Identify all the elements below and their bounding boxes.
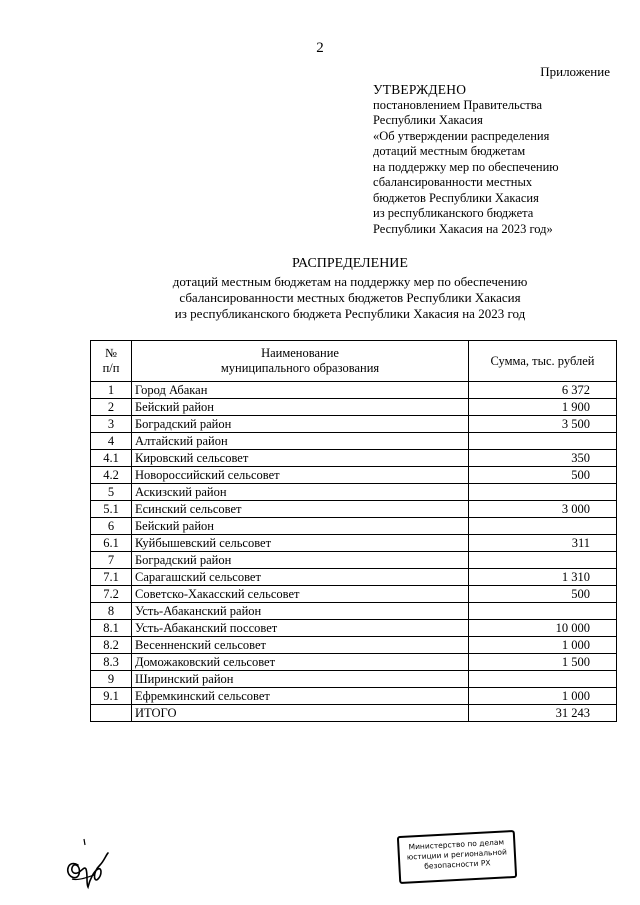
- header-sum: Сумма, тыс. рублей: [469, 341, 617, 382]
- row-name: Аскизский район: [132, 484, 469, 501]
- row-name: Бейский район: [132, 399, 469, 416]
- approval-line: на поддержку мер по обеспечению: [373, 159, 559, 174]
- row-sum: 311: [469, 535, 617, 552]
- row-name: Алтайский район: [132, 433, 469, 450]
- row-sum: 3 500: [469, 416, 617, 433]
- table-row: [91, 654, 617, 671]
- document-title-block: [0, 256, 640, 322]
- row-sum: [469, 552, 617, 569]
- approval-line: сбалансированности местных: [373, 175, 533, 189]
- row-name: Новороссийский сельсовет: [132, 467, 469, 484]
- stamp-line: юстиции и региональной: [406, 847, 508, 862]
- row-name: Куйбышевский сельсовет: [132, 535, 469, 552]
- total-value: 31 243: [469, 705, 617, 722]
- row-name: Город Абакан: [132, 382, 469, 399]
- table-row: [91, 569, 617, 586]
- row-sum: 1 900: [469, 399, 617, 416]
- table-row: [91, 620, 617, 637]
- approval-line: бюджетов Республики Хакасия: [373, 190, 539, 205]
- header-number-line: №: [105, 346, 117, 360]
- approval-heading: УТВЕРЖДЕНО: [373, 82, 467, 97]
- table-row: [91, 382, 617, 399]
- table-row: [91, 450, 617, 467]
- row-name: Сарагашский сельсовет: [132, 569, 469, 586]
- approval-line: постановлением Правительства: [373, 97, 543, 112]
- row-number: 6.1: [91, 535, 132, 552]
- table-row: [91, 467, 617, 484]
- approval-line: дотаций местным бюджетам: [373, 144, 526, 158]
- row-sum: 1 310: [469, 569, 617, 586]
- row-number: 8.3: [91, 654, 132, 671]
- row-sum: 10 000: [469, 620, 617, 637]
- table-row: [91, 688, 617, 705]
- row-name: Усть-Абаканский поссовет: [132, 620, 469, 637]
- approval-line: «Об утверждении распределения: [373, 128, 550, 143]
- approval-block: [373, 82, 559, 237]
- table-row: [91, 586, 617, 603]
- row-name: Кировский сельсовет: [132, 450, 469, 467]
- appendix-label: Приложение: [540, 64, 610, 79]
- row-name: Советско-Хакасский сельсовет: [132, 586, 469, 603]
- subtitle-line: из республиканского бюджета Республики Хакасия на 2023 год: [174, 306, 526, 321]
- row-number: 3: [91, 416, 132, 433]
- row-name: Весенненский сельсовет: [132, 637, 469, 654]
- header-name-line: Наименование: [261, 346, 339, 360]
- row-sum: [469, 433, 617, 450]
- table-row: [91, 501, 617, 518]
- stamp-line: Министерство по делам: [408, 837, 505, 852]
- row-name: Боградский район: [132, 416, 469, 433]
- row-number: 6: [91, 518, 132, 535]
- subtitle-line: сбалансированности местных бюджетов Республики Хакасия: [179, 290, 521, 305]
- row-sum: 350: [469, 450, 617, 467]
- row-sum: [469, 671, 617, 688]
- row-number: 8.1: [91, 620, 132, 637]
- table-row: [91, 552, 617, 569]
- row-number: 4.1: [91, 450, 132, 467]
- distribution-table: [90, 340, 617, 722]
- table-row: [91, 416, 617, 433]
- row-name: Есинский сельсовет: [132, 501, 469, 518]
- row-name: Бейский район: [132, 518, 469, 535]
- approval-line: Республики Хакасия: [373, 113, 483, 127]
- table-row: [91, 518, 617, 535]
- row-sum: 3 000: [469, 501, 617, 518]
- row-number: 5: [91, 484, 132, 501]
- row-name: Ефремкинский сельсовет: [132, 688, 469, 705]
- header-number: [91, 341, 132, 382]
- page-number: 2: [316, 40, 324, 56]
- row-number: 1: [91, 382, 132, 399]
- total-row: [91, 705, 617, 722]
- row-name: Боградский район: [132, 552, 469, 569]
- row-sum: 1 000: [469, 688, 617, 705]
- row-name: Доможаковский сельсовет: [132, 654, 469, 671]
- row-number: 9.1: [91, 688, 132, 705]
- handwritten-signature: [58, 835, 118, 893]
- row-name: Усть-Абаканский район: [132, 603, 469, 620]
- approval-line: Республики Хакасия на 2023 год»: [373, 221, 553, 236]
- row-number: 7.2: [91, 586, 132, 603]
- stamp-line: безопасности РХ: [424, 858, 491, 871]
- row-number: 2: [91, 399, 132, 416]
- row-number: 4: [91, 433, 132, 450]
- table-row: [91, 399, 617, 416]
- row-sum: [469, 484, 617, 501]
- header-name-line: муниципального образования: [220, 361, 380, 375]
- table-row: [91, 535, 617, 552]
- table-row: [91, 637, 617, 654]
- row-number: 4.2: [91, 467, 132, 484]
- row-number: 8: [91, 603, 132, 620]
- row-name: Ширинский район: [132, 671, 469, 688]
- header-number-line: п/п: [102, 361, 120, 375]
- approval-line: из республиканского бюджета: [373, 206, 534, 220]
- row-number: 8.2: [91, 637, 132, 654]
- row-sum: 6 372: [469, 382, 617, 399]
- row-number: 7: [91, 552, 132, 569]
- row-sum: 500: [469, 586, 617, 603]
- row-sum: [469, 603, 617, 620]
- row-sum: 1 500: [469, 654, 617, 671]
- table-row: [91, 484, 617, 501]
- total-label: ИТОГО: [132, 705, 469, 722]
- row-number: 7.1: [91, 569, 132, 586]
- total-number-cell: [91, 705, 132, 722]
- row-sum: [469, 518, 617, 535]
- header-name: [132, 341, 469, 382]
- table-header-row: [91, 341, 617, 382]
- row-number: 9: [91, 671, 132, 688]
- ministry-stamp: [397, 830, 517, 884]
- document-title: РАСПРЕДЕЛЕНИЕ: [292, 256, 408, 271]
- row-sum: 500: [469, 467, 617, 484]
- subtitle-line: дотаций местным бюджетам на поддержку мер по обеспечению: [172, 274, 528, 289]
- table-row: [91, 433, 617, 450]
- table-row: [91, 603, 617, 620]
- table-row: [91, 671, 617, 688]
- row-sum: 1 000: [469, 637, 617, 654]
- row-number: 5.1: [91, 501, 132, 518]
